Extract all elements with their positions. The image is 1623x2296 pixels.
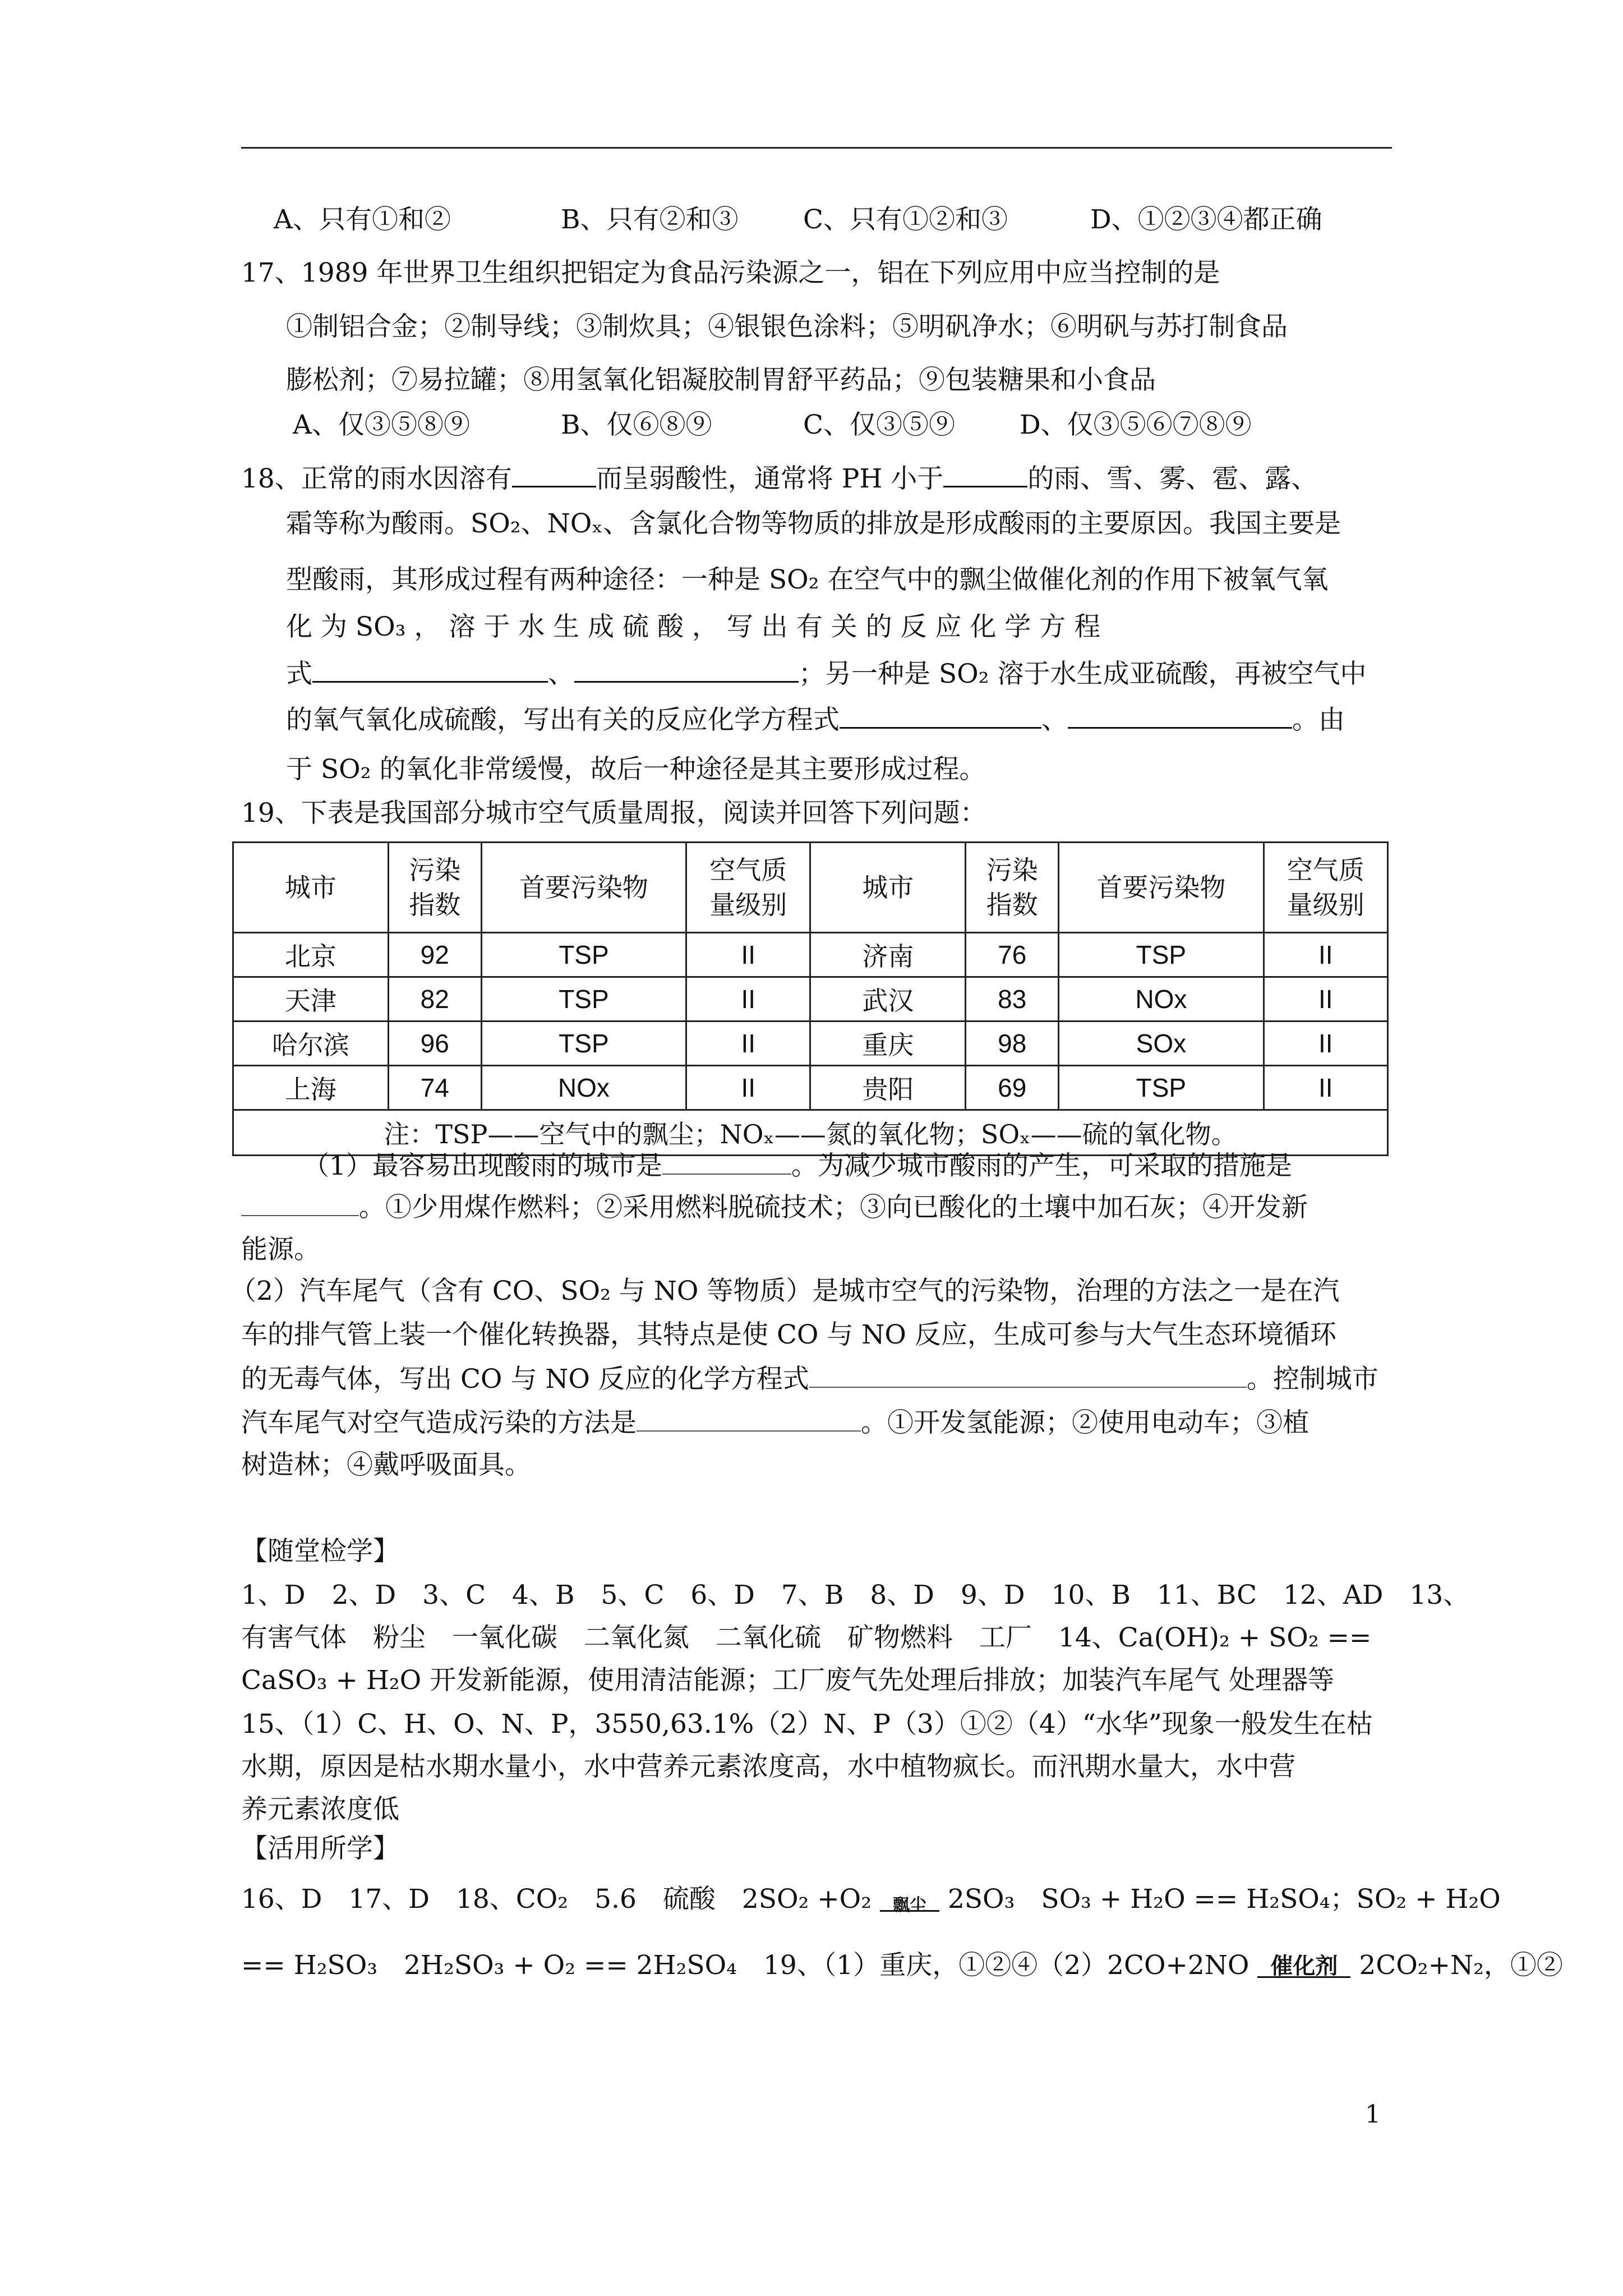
table-header-row [233, 843, 1388, 933]
q18-blank-1 [512, 461, 596, 487]
reaction-condition-2: 催化剂 [1270, 1953, 1338, 1979]
answers-b-line-2 [241, 1949, 1563, 1982]
cell-pollutant: TSP [1059, 1066, 1264, 1110]
cell-pollutant: TSP [481, 977, 686, 1022]
q17-option-b: B、仅⑥⑧⑨ [561, 409, 712, 440]
q19-p2-text-3a: 的无毒气体，写出 CO 与 NO 反应的化学方程式 [241, 1364, 809, 1395]
table-note: 注：TSP——空气中的飘尘；NOₓ——氮的氧化物；SOₓ——硫的氧化物。 [233, 1110, 1388, 1156]
answers-b-text-1b: 2SO₃ SO₃ + H₂O == H₂SO₄；SO₂ + H₂O [947, 1884, 1501, 1915]
q19-stem: 19、下表是我国部分城市空气质量周报，阅读并回答下列问题： [241, 798, 986, 829]
q19-p2-line-3 [241, 1362, 1378, 1396]
q19-p1-text-2: 。①少用煤作燃料；②采用燃料脱硫技术；③向已酸化的土壤中加石灰；④开发新 [359, 1192, 1308, 1223]
q19-p1-text-1b: 。为减少城市酸雨的产生，可采取的措施是 [791, 1151, 1292, 1181]
cell-grade: II [686, 977, 810, 1022]
answers-b-line-1 [241, 1883, 1501, 1916]
cell-pollutant: TSP [481, 1022, 686, 1066]
q18-text-5b: 、 [548, 659, 574, 689]
cell-index: 83 [966, 977, 1059, 1022]
cell-city: 上海 [233, 1066, 389, 1110]
q18-text-5c: ；另一种是 SO₂ 溶于水生成亚硫酸，再被空气中 [799, 659, 1367, 689]
header-city-2: 城市 [810, 843, 966, 933]
q18-text-6a: 的氧气氧化成硫酸，写出有关的反应化学方程式 [286, 705, 840, 735]
header-rule [241, 147, 1392, 149]
q19-p2-text-3b: 。控制城市 [1246, 1364, 1378, 1395]
cell-grade: II [686, 933, 810, 977]
cell-grade: II [1264, 933, 1387, 977]
q18-blank-5 [840, 702, 1041, 729]
q19-p2-text-4a: 汽车尾气对空气造成污染的方法是 [241, 1407, 637, 1438]
header-pollutant: 首要污染物 [481, 843, 686, 933]
cell-index: 74 [388, 1066, 481, 1110]
q18-line-3: 型酸雨，其形成过程有两种途径：一种是 SO₂ 在空气中的飘尘做催化剂的作用下被氧气氧 [286, 564, 1329, 595]
q18-text-1b: 而呈弱酸性，通常将 PH 小于 [596, 463, 944, 494]
header-grade-2: 空气质量级别 [1264, 843, 1387, 933]
cell-pollutant: TSP [1059, 933, 1264, 977]
answers-heading-2: 【活用所学】 [241, 1833, 399, 1864]
q19-blank-3 [809, 1362, 1247, 1388]
answers-line-4: 15、（1）C、H、O、N、P，3550,63.1%（2）N、P（3）①②（4）“水华”现象一般发生在枯 [241, 1709, 1373, 1740]
q19-blank-1 [662, 1149, 791, 1175]
answers-heading-1: 【随堂检学】 [241, 1536, 399, 1567]
q17-option-d: D、仅③⑤⑥⑦⑧⑨ [1020, 409, 1252, 440]
q19-p2-line-5: 树造林；④戴呼吸面具。 [241, 1450, 531, 1480]
cell-pollutant: TSP [481, 933, 686, 977]
answers-line-2: 有害气体 粉尘 一氧化碳 二氧化氮 二氧化硫 矿物燃料 工厂 14、Ca(OH)₂ + SO₂ == [241, 1622, 1372, 1653]
q19-p1-line-2 [241, 1190, 1308, 1225]
cell-index: 96 [388, 1022, 481, 1066]
cell-index: 92 [388, 933, 481, 977]
q18-blank-2 [943, 461, 1027, 487]
cell-city: 重庆 [810, 1022, 966, 1066]
q19-p2-line-1: （2）汽车尾气（含有 CO、SO₂ 与 NO 等物质）是城市空气的污染物，治理的方法之一是在汽 [230, 1276, 1340, 1306]
q17-option-c: C、仅③⑤⑨ [803, 409, 955, 440]
cell-index: 98 [966, 1022, 1059, 1066]
cell-grade: II [1264, 977, 1387, 1022]
cell-index: 76 [966, 933, 1059, 977]
q18-text-6c: 。由 [1292, 705, 1345, 735]
header-index-2: 污染指数 [966, 843, 1059, 933]
reaction-condition-1: 飘尘 [892, 1895, 926, 1915]
q19-p2-line-4 [241, 1406, 1309, 1440]
header-grade: 空气质量级别 [686, 843, 810, 933]
q17-items-1: ①制铝合金；②制导线；③制炊具；④银银色涂料；⑤明矾净水；⑥明矾与苏打制食品 [286, 311, 1288, 342]
cell-index: 69 [966, 1066, 1059, 1110]
q19-p2-text-4b: 。①开发氢能源；②使用电动车；③植 [861, 1407, 1309, 1438]
q16-option-b: B、只有②和③ [561, 204, 739, 235]
reaction-line-2 [1257, 1976, 1350, 1978]
q18-line-4: 化 为 SO₃ ， 溶 于 水 生 成 硫 酸 ， 写 出 有 关 的 反 应 化 学 方 程 [286, 611, 1101, 642]
cell-pollutant: SOx [1059, 1022, 1264, 1066]
answers-line-1: 1、D 2、D 3、C 4、B 5、C 6、D 7、B 8、D 9、D 10、B 11、BC 12、AD 13、 [241, 1580, 1470, 1611]
cell-city: 济南 [810, 933, 966, 977]
table-row [233, 977, 1388, 1022]
q18-line-7: 于 SO₂ 的氧化非常缓慢，故后一种途径是其主要形成过程。 [286, 754, 986, 785]
answers-line-3: CaSO₃ + H₂O 开发新能源，使用清洁能源；工厂废气先处理后排放；加装汽车尾气 处理器等 [241, 1665, 1335, 1696]
header-index: 污染指数 [388, 843, 481, 933]
cell-pollutant: NOx [481, 1066, 686, 1110]
q18-blank-4 [574, 656, 799, 683]
header-pollutant-2: 首要污染物 [1059, 843, 1264, 933]
q19-blank-4 [637, 1406, 861, 1432]
cell-pollutant: NOx [1059, 977, 1264, 1022]
q19-p2-line-2: 车的排气管上装一个催化转换器，其特点是使 CO 与 NO 反应，生成可参与大气生态环境循环 [241, 1319, 1336, 1350]
answers-line-6: 养元素浓度低 [241, 1794, 399, 1825]
reaction-line-1 [880, 1910, 939, 1912]
q18-line-5 [286, 656, 1366, 691]
answers-b-text-1a: 16、D 17、D 18、CO₂ 5.6 硫酸 2SO₂ +O₂ [241, 1884, 872, 1915]
page-number: 1 [1365, 2100, 1381, 2129]
cell-grade: II [686, 1066, 810, 1110]
q18-blank-3 [312, 656, 548, 683]
cell-grade: II [1264, 1066, 1387, 1110]
cell-index: 82 [388, 977, 481, 1022]
q18-text-6b: 、 [1041, 705, 1068, 735]
q18-line-2: 霜等称为酸雨。SO₂、NOₓ、含氯化合物等物质的排放是形成酸雨的主要原因。我国主要是 [286, 508, 1341, 539]
q19-p1-text-1a: （1）最容易出现酸雨的城市是 [303, 1151, 662, 1181]
q16-option-d: D、①②③④都正确 [1090, 204, 1322, 235]
answers-b-text-2a: == H₂SO₃ 2H₂SO₃ + O₂ == 2H₂SO₄ 19、（1）重庆，①②④（2）2CO+2NO [241, 1950, 1249, 1981]
cell-city: 北京 [233, 933, 389, 977]
answers-line-5: 水期，原因是枯水期水量小，水中营养元素浓度高，水中植物疯长。而汛期水量大，水中营 [241, 1751, 1295, 1782]
q18-text-5a: 式 [286, 659, 312, 689]
table-row [233, 1022, 1388, 1066]
cell-city: 哈尔滨 [233, 1022, 389, 1066]
q18-text-1a: 18、正常的雨水因溶有 [241, 463, 512, 494]
q18-line-6 [286, 702, 1345, 737]
q16-option-a: A、只有①和② [274, 204, 451, 235]
q19-blank-2 [241, 1190, 359, 1216]
q17-items-2: 膨松剂；⑦易拉罐；⑧用氢氧化铝凝胶制胃舒平药品；⑨包装糖果和小食品 [286, 365, 1156, 395]
q16-option-c: C、只有①②和③ [803, 204, 1008, 235]
cell-grade: II [686, 1022, 810, 1066]
answers-b-text-2b: 2CO₂+N₂，①② [1359, 1950, 1563, 1981]
q19-p1-line-1 [303, 1149, 1292, 1183]
air-quality-table [232, 841, 1389, 1156]
cell-city: 天津 [233, 977, 389, 1022]
q18-line-1 [241, 461, 1317, 496]
header-city: 城市 [233, 843, 389, 933]
table-row [233, 1066, 1388, 1110]
q18-text-1c: 的雨、雪、雾、雹、露、 [1027, 463, 1318, 494]
q19-p1-line-3: 能源。 [241, 1234, 320, 1265]
q17-stem: 17、1989 年世界卫生组织把铝定为食品污染源之一，铝在下列应用中应当控制的是 [241, 257, 1220, 288]
q18-blank-6 [1068, 702, 1292, 729]
cell-grade: II [1264, 1022, 1387, 1066]
cell-city: 贵阳 [810, 1066, 966, 1110]
table-row [233, 933, 1388, 977]
cell-city: 武汉 [810, 977, 966, 1022]
q17-option-a: A、仅③⑤⑧⑨ [293, 409, 470, 440]
